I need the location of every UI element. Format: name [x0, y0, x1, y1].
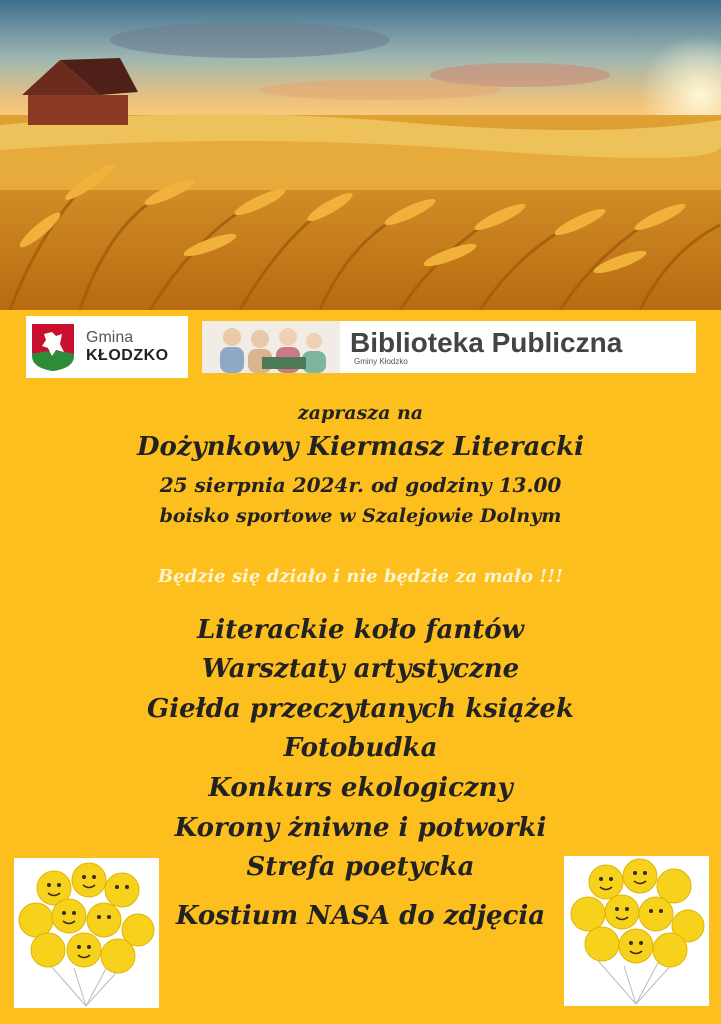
gmina-name: KŁODZKO	[86, 347, 169, 364]
event-place: boisko sportowe w Szalejowie Dolnym	[159, 505, 562, 527]
reading-family-icon	[202, 321, 340, 373]
event-title: Dożynkowy Kiermasz Literacki	[136, 432, 585, 462]
attraction-item: Strefa poetycka	[246, 852, 475, 882]
library-name: Biblioteka Publiczna	[350, 326, 623, 358]
attraction-item: Literackie koło fantów	[197, 615, 524, 645]
emoji-balloons-right-image	[564, 856, 709, 1006]
attraction-item: Warsztaty artystyczne	[201, 654, 520, 684]
gmina-label: Gmina	[86, 328, 134, 346]
emoji-balloons-left-image	[14, 858, 159, 1008]
attraction-item: Konkurs ekologiczny	[208, 773, 513, 803]
gmina-klodzko-logo	[26, 316, 188, 378]
event-slogan: Będzie się działo i nie będzie za mało !!!	[157, 566, 564, 587]
wheat-field-image	[0, 0, 721, 310]
attraction-item: Fotobudka	[283, 733, 438, 763]
attraction-item: Korony żniwne i potworki	[174, 813, 547, 843]
coat-of-arms-icon	[30, 322, 76, 372]
attraction-item: Kostium NASA do zdjęcia	[175, 901, 546, 931]
intro-text: zaprasza na	[297, 402, 424, 424]
library-subtitle: Gminy Kłodzko	[354, 356, 408, 366]
attraction-item: Giełda przeczytanych książek	[147, 694, 574, 724]
library-logo	[202, 321, 696, 373]
event-date: 25 sierpnia 2024r. od godziny 13.00	[159, 473, 562, 497]
